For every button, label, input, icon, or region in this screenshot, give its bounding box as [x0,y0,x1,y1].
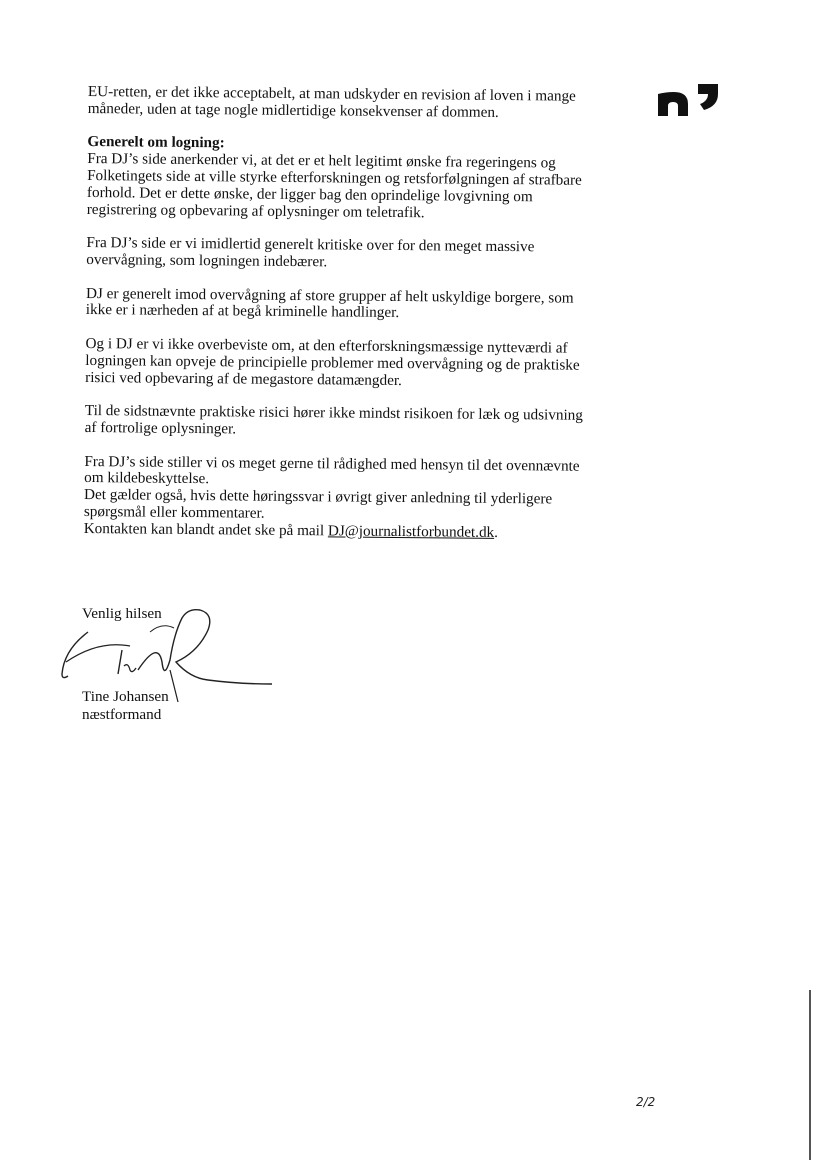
greeting-text: Venlig hilsen [82,605,162,622]
dj-logo-icon [656,80,722,120]
email-link[interactable]: DJ@journalistforbundet.dk [327,522,495,541]
contact-suffix: . [494,523,499,541]
section-heading: Generelt om logning: [87,133,225,152]
contact-text: Kontakten kan blandt andet ske på mail [83,519,329,540]
letter-body [84,84,618,543]
paragraph-available: Fra DJ’s side stiller vi os meget gerne til rådighed med hensyn til det ovennævnte om kildebeskyttelse. [84,452,580,488]
signer-title: næstformand [82,706,162,723]
paragraph-legitimate-wish: Fra DJ’s side anerkender vi, at det er et helt legitimt ønske fra regeringens og Folketingets side at ville styrke efterforskningen og retsforfølgningen af strafbare forhold. Det er dette ønske, der ligger bag den oprindelige lovgivning om registrering og opbevaring af oplysninger om teletrafik. [86,150,582,221]
paragraph-risks: Til de sidstnævnte praktiske risici hører ikke mindst risikoen for læk og udsivning af fortrolige oplysninger. [84,402,584,438]
paragraph-eu-ret: EU-retten, er det ikke acceptabelt, at man udskyder en revision af loven i mange måneder, uden at tage nogle midlertidige konsekvenser af dommen. [87,83,576,121]
paragraph-not-convinced: Og i DJ er vi ikke overbeviste om, at den efterforskningsmæssige nytteværdi af logningen kan opveje de principielle problemer med overvågning og de praktiske risici ved opbevaring af de megastore datamængder. [85,334,580,389]
paragraph-critical: Fra DJ’s side er vi imidlertid generelt kritiske over for den meget massive overvågning, som logningen indebærer. [86,234,535,271]
page-number: 2/2 [636,1095,656,1109]
signer-block [82,688,169,724]
paragraph-against-surveillance: DJ er generelt imod overvågning af store grupper af helt uskyldige borgere, som ikke er i nærheden af at begå kriminelle handlinger. [85,284,574,322]
scan-edge-line [809,990,811,1160]
signer-name: Tine Johansen [82,688,169,705]
paragraph-also: Det gælder også, hvis dette høringssvar i øvrigt giver anledning til yderligere spørgsmål eller kommentarer. [83,486,553,522]
